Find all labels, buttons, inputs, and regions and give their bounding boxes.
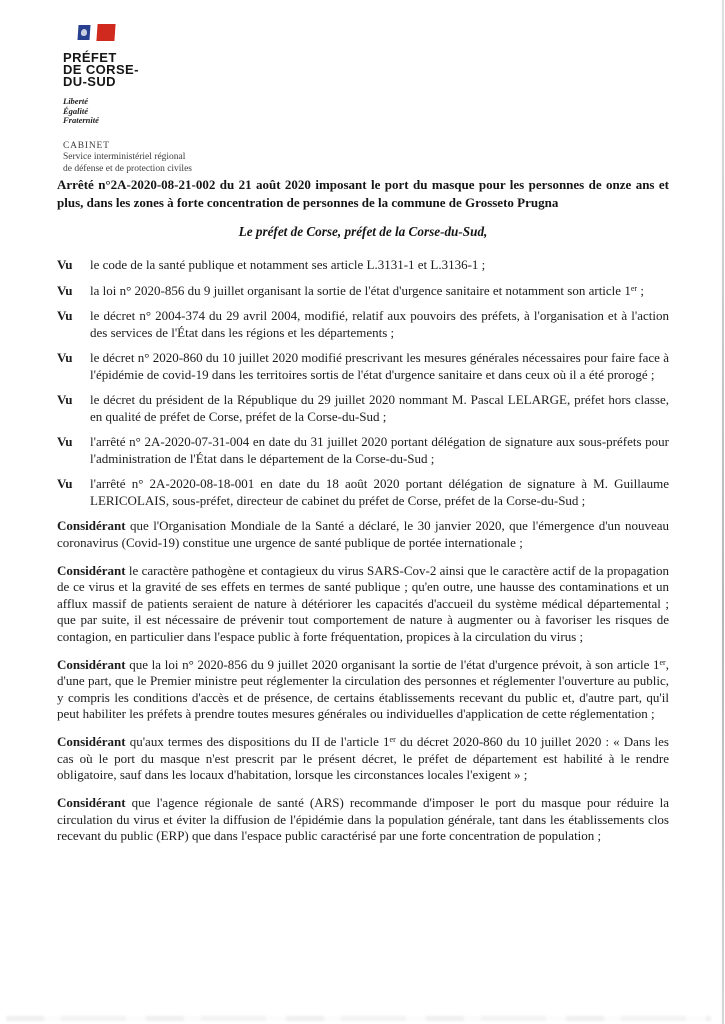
- vu-text: l'arrêté n° 2A-2020-08-18-001 en date du 18 août 2020 portant délégation de signature à M. Guillaume LERICOLAIS, sous-préfet, directeur de cabinet du préfet de Corse, préfet de la Corse-du-Sud ;: [90, 476, 669, 508]
- considerant-paragraph: [57, 563, 669, 646]
- service-line: de défense et de protection civiles: [63, 163, 192, 174]
- considerant-paragraph: [57, 657, 669, 723]
- vu-label: Vu: [57, 350, 73, 365]
- vu-label: Vu: [57, 308, 73, 323]
- considerant-clauses: [57, 518, 669, 845]
- prefecture-name-line: PRÉFET: [63, 50, 117, 65]
- republic-motto: [63, 97, 192, 126]
- prefecture-name: [63, 52, 192, 88]
- service-line: Service interministériel régional: [63, 152, 186, 162]
- considerant-paragraph: [57, 734, 669, 784]
- issuing-service: [63, 141, 192, 176]
- vu-clause: [57, 434, 669, 467]
- vu-label: Vu: [57, 392, 73, 407]
- french-flag-icon: [78, 24, 115, 42]
- prefecture-name-line: DE CORSE-: [63, 62, 139, 77]
- vu-clause: [57, 350, 669, 383]
- scan-edge-artifact: [722, 0, 724, 1024]
- vu-text: le code de la santé publique et notamment ses article L.3131-1 et L.3136-1 ;: [90, 257, 486, 272]
- motto-line: Liberté: [63, 96, 89, 106]
- considerant-text: que la loi n° 2020-856 du 9 juillet 2020 organisant la sortie de l'état d'urgence prévoit, à son article 1er, d'une part, que le Premier ministre peut réglementer la circulation des personnes et réglementer l'ouverture au public, y compris les conditions d'accès et de présence, de certains établissements recevant du public et, d'autre part, qu'il peut habiliter les préfets à prendre toutes mesures générales ou individuelles d'application de cette réglementation ;: [57, 656, 669, 721]
- scan-smudge-artifact: [6, 1016, 711, 1021]
- vu-text: le décret n° 2004-374 du 29 avril 2004, modifié, relatif aux pouvoirs des préfets, à l'organisation et à l'action des services de l'État dans les régions et les départements ;: [90, 308, 669, 340]
- motto-line: Égalité: [63, 105, 89, 116]
- considerant-text: le caractère pathogène et contagieux du virus SARS-Cov-2 ainsi que le caractère actif de la propagation de ce virus et la gravité de ses effets en termes de santé publique ; qu'en outre, une hausse des contaminations et un afflux massif de patients seraient de nature à détériorer les capacités d'accueil du système médical départemental ; que par suite, il est nécessaire de prévenir tout comportement de nature à augmenter ou à favoriser les risques de contagion, en particulier dans l'espace public à forte fréquentation, propices à la circulation du virus ;: [57, 562, 669, 644]
- vu-clause: [57, 392, 669, 425]
- vu-label: Vu: [57, 476, 73, 491]
- decree-author-line: Le préfet de Corse, préfet de la Corse-du-Sud,: [238, 224, 488, 239]
- considerant-paragraph: [57, 795, 669, 845]
- considerant-label: Considérant: [57, 518, 126, 533]
- considerant-text: que l'agence régionale de santé (ARS) recommande d'imposer le port du masque pour réduire la circulation du virus et éviter la diffusion de l'épidémie dans la population générale, tant dans les établissements clos recevant du public (ERP) que dans l'espace public caractérisé par une forte concentration de population ;: [57, 795, 669, 843]
- considerant-text: que l'Organisation Mondiale de la Santé a déclaré, le 30 janvier 2020, que l'émergence d'un nouveau coronavirus (Covid-19) constitue une urgence de santé publique de portée internationale ;: [57, 518, 669, 550]
- vu-label: Vu: [57, 282, 73, 298]
- flag-red-stripe: [96, 24, 115, 41]
- considerant-paragraph: [57, 518, 669, 551]
- decree-body: [57, 176, 669, 856]
- vu-clause: [57, 476, 669, 509]
- vu-text: l'arrêté n° 2A-2020-07-31-004 en date du 31 juillet 2020 portant délégation de signature aux sous-préfets pour l'administration de l'État dans le département de la Corse-du-Sud ;: [90, 434, 669, 466]
- vu-text: la loi n° 2020-856 du 9 juillet organisant la sortie de l'état d'urgence sanitaire et notamment son article 1er ;: [90, 282, 644, 298]
- vu-label: Vu: [57, 257, 73, 272]
- vu-clause: [57, 283, 669, 300]
- vu-clauses: [57, 257, 669, 509]
- considerant-label: Considérant: [57, 656, 126, 672]
- vu-clause: [57, 257, 669, 274]
- prefecture-letterhead: [63, 24, 192, 175]
- motto-line: Fraternité: [63, 115, 99, 125]
- considerant-label: Considérant: [57, 734, 126, 749]
- considerant-label: Considérant: [57, 562, 126, 578]
- considerant-text: qu'aux termes des dispositions du II de l'article 1er du décret 2020-860 du 10 juillet 2020 : « Dans les cas où le port du masque n'est prescrit par le présent décret, le préfet de département est habilité à le rendre obligatoire, sauf dans les locaux d'habitation, lorsque les circonstances locales l'exigent » ;: [57, 734, 669, 782]
- service-line-cabinet: CABINET: [63, 140, 110, 151]
- flag-blue-stripe: [77, 25, 90, 40]
- vu-text: le décret du président de la République du 29 juillet 2020 nommant M. Pascal LELARGE, préfet hors classe, en qualité de préfet de Corse, préfet de la Corse-du-Sud ;: [90, 392, 669, 424]
- vu-label: Vu: [57, 434, 73, 449]
- decree-title: Arrêté n°2A-2020-08-21-002 du 21 août 2020 imposant le port du masque pour les personnes de onze ans et plus, dans les zones à forte concentration de personnes de la commune de Grosseto Prugna: [57, 177, 669, 210]
- vu-clause: [57, 308, 669, 341]
- considerant-label: Considérant: [57, 795, 126, 810]
- vu-text: le décret n° 2020-860 du 10 juillet 2020 modifié prescrivant les mesures générales nécessaires pour faire face à l'épidémie de covid-19 dans les territoires sortis de l'état d'urgence sanitaire et dans ceux où il a été prorogé ;: [90, 350, 669, 382]
- prefecture-name-line: DU-SUD: [63, 74, 116, 89]
